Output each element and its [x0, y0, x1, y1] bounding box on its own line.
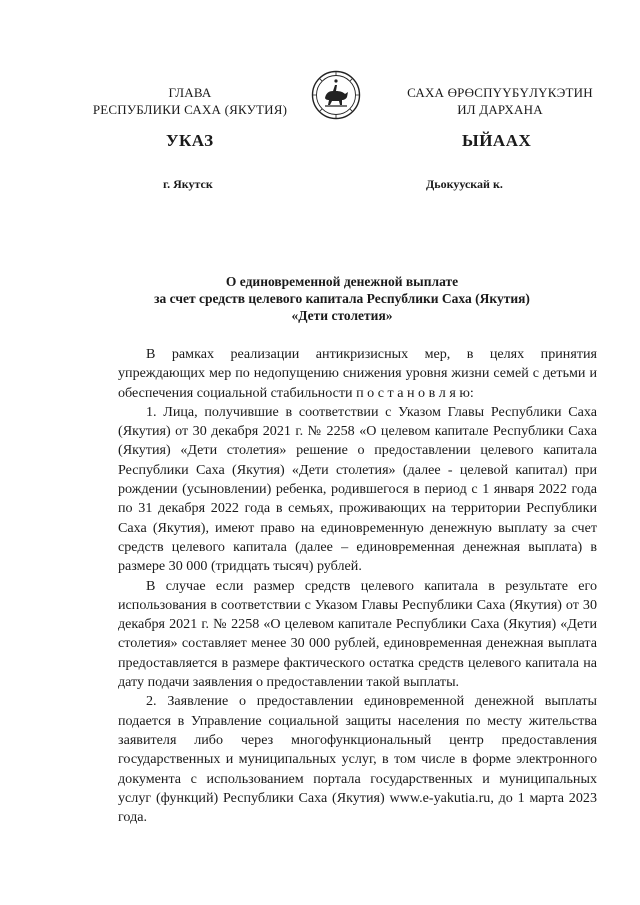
paragraph-item-2: 2. Заявление о предоставлении единовременной денежной выплаты подается в Управление социальной защиты населения по месту жительства заявителя либо через многофункциональный центр предоставления государственных и муниципальных услуг, в том числе в форме электронного документа с использованием портала государственных и муниципальных услуг (функций) Республики Саха (Якутия) www.e-yakutia.ru, до 1 марта 2023 года. [118, 693, 597, 826]
decree-type-left: УКАЗ [166, 131, 214, 150]
issuer-left-line1: ГЛАВА [168, 85, 212, 100]
decree-type-right: ЫЙААХ [462, 131, 532, 150]
coat-of-arms-icon [311, 70, 361, 120]
document-body [118, 345, 597, 827]
paragraph-item-1-note: В случае если размер средств целевого капитала в результате его использования в соответствии с Указом Главы Республики Саха (Якутия) от 30 декабря 2021 г. № 2258 «О целевом капитале Республики Саха (Якутия) «Дети столетия» составляет менее 30 000 рублей, единовременная денежная выплата предоставляется в размере фактического остатка средств целевого капитала на дату подачи заявления о предоставлении такой выплаты. [118, 577, 597, 691]
issuer-right [385, 84, 615, 118]
title-line-3: «Дети столетия» [291, 308, 393, 323]
title-line-2: за счет средств целевого капитала Республики Саха (Якутия) [154, 291, 530, 306]
city-right: Дьокуускай к. [426, 177, 503, 191]
issuer-left-line2: РЕСПУБЛИКИ САХА (ЯКУТИЯ) [92, 102, 288, 117]
paragraph-preamble: В рамках реализации антикризисных мер, в целях принятия упреждающих мер по недопущению снижения уровня жизни семей с детьми и обеспечения социальной стабильности п о с т а н о в л я ю: [118, 346, 597, 401]
title-line-1: О единовременной денежной выплате [225, 274, 459, 289]
city-left: г. Якутск [163, 177, 213, 191]
paragraph-item-1: 1. Лица, получившие в соответствии с Указом Главы Республики Саха (Якутия) от 30 декабря 2021 г. № 2258 «О целевом капитале Республики Саха (Якутия) «Дети столетия» решение о предоставлении целевого капитала Республики Саха (Якутия) «Дети столетия» (далее - целевой капитал) при рождении (усыновлении) ребенка, родившегося в период с 1 января 2022 года по 31 декабря 2022 года в семьях, проживающих на территории Республики Саха (Якутия), имеют право на единовременную денежную выплату за счет средств целевого капитала (далее – единовременная денежная выплата) в размере 30 000 (тридцать тысяч) рублей. [118, 403, 597, 575]
issuer-left [75, 84, 305, 118]
issuer-right-line2: ИЛ ДАРХАНА [457, 102, 543, 117]
issuer-right-line1: САХА ӨРӨСПҮҮБҮЛҮКЭТИН [407, 85, 593, 100]
document-title [80, 273, 604, 324]
